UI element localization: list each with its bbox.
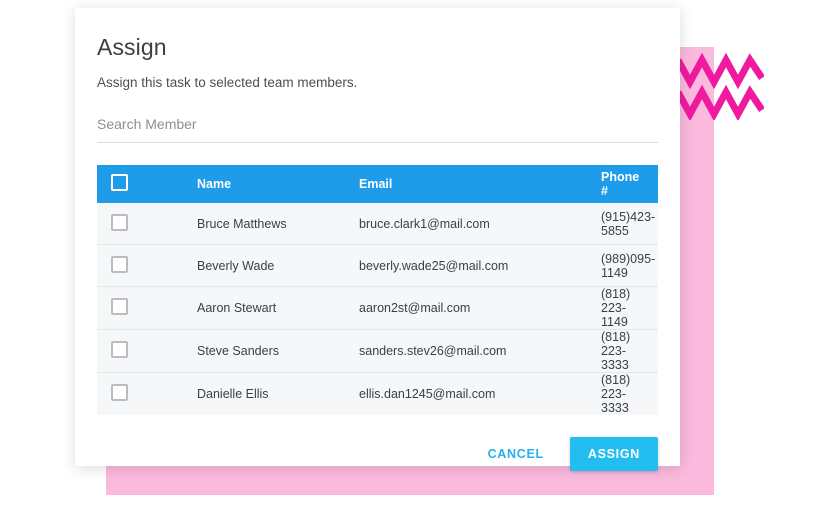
row-select-cell[interactable] — [97, 330, 187, 373]
dialog-actions — [75, 415, 680, 471]
dialog-body — [75, 8, 680, 415]
row-select-cell[interactable] — [97, 203, 187, 245]
cell-phone: (818) 223-3333 — [591, 373, 658, 416]
members-table — [97, 165, 658, 415]
table-row[interactable] — [97, 245, 658, 287]
assign-dialog — [75, 8, 680, 466]
search-input[interactable] — [97, 116, 658, 132]
cell-name: Bruce Matthews — [187, 203, 349, 245]
row-checkbox[interactable] — [111, 341, 128, 358]
row-checkbox[interactable] — [111, 384, 128, 401]
row-select-cell[interactable] — [97, 245, 187, 287]
cell-phone: (989)095-1149 — [591, 245, 658, 287]
cell-name: Danielle Ellis — [187, 373, 349, 416]
column-header-name: Name — [187, 165, 349, 203]
decorative-zigzag — [676, 52, 764, 120]
cell-email: ellis.dan1245@mail.com — [349, 373, 591, 416]
cell-name: Beverly Wade — [187, 245, 349, 287]
cell-name: Steve Sanders — [187, 330, 349, 373]
cell-name: Aaron Stewart — [187, 287, 349, 330]
row-checkbox[interactable] — [111, 214, 128, 231]
select-all-checkbox[interactable] — [111, 174, 128, 191]
row-checkbox[interactable] — [111, 298, 128, 315]
members-table-head — [97, 165, 658, 203]
table-header-row — [97, 165, 658, 203]
row-checkbox[interactable] — [111, 256, 128, 273]
dialog-subtitle: Assign this task to selected team members. — [97, 75, 358, 90]
table-row[interactable] — [97, 330, 658, 373]
cell-phone: (818) 223-3333 — [591, 330, 658, 373]
assign-button[interactable]: ASSIGN — [570, 437, 658, 471]
select-all-header[interactable] — [97, 165, 187, 203]
table-row[interactable] — [97, 203, 658, 245]
search-field-wrapper[interactable] — [97, 116, 658, 143]
members-table-body — [97, 203, 658, 415]
cell-phone: (915)423-5855 — [591, 203, 658, 245]
table-row[interactable] — [97, 287, 658, 330]
column-header-phone: Phone # — [591, 165, 658, 203]
table-row[interactable] — [97, 373, 658, 416]
page-title: Assign — [97, 34, 167, 60]
column-header-email: Email — [349, 165, 591, 203]
row-select-cell[interactable] — [97, 373, 187, 416]
cell-email: bruce.clark1@mail.com — [349, 203, 591, 245]
cell-email: beverly.wade25@mail.com — [349, 245, 591, 287]
cell-phone: (818) 223-1149 — [591, 287, 658, 330]
row-select-cell[interactable] — [97, 287, 187, 330]
cancel-button[interactable]: CANCEL — [478, 439, 554, 469]
cell-email: aaron2st@mail.com — [349, 287, 591, 330]
cell-email: sanders.stev26@mail.com — [349, 330, 591, 373]
